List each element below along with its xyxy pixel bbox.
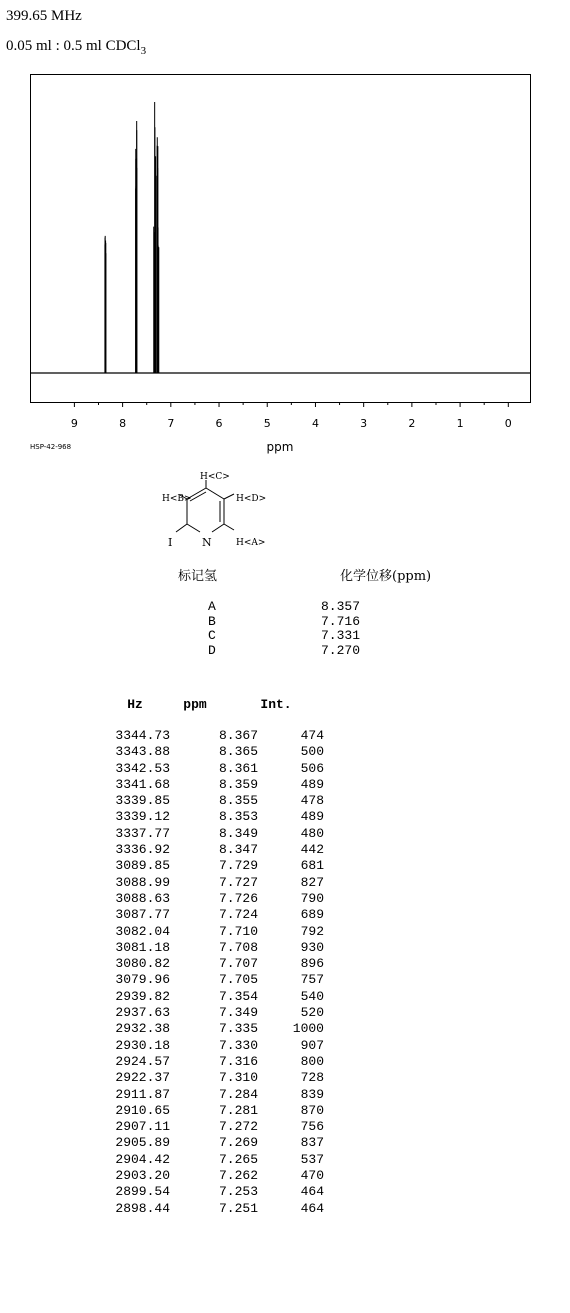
- peak-int: 800: [300, 1053, 324, 1069]
- peak-int: 827: [300, 874, 324, 890]
- peak-hz: 3336.92: [115, 842, 170, 858]
- peak-hz: 2930.18: [115, 1037, 170, 1053]
- peak-int: 870: [300, 1102, 324, 1118]
- peak-ppm: 7.330: [218, 1037, 258, 1053]
- label-hb: H<B>: [162, 494, 192, 504]
- peak-hz: 2937.63: [115, 1005, 170, 1021]
- peak-ppm: 7.281: [218, 1102, 258, 1118]
- peak-row: [114, 1201, 324, 1217]
- peak-int: 839: [300, 1086, 324, 1102]
- peak-table-header: [114, 697, 324, 713]
- x-tick-label: 6: [215, 417, 223, 430]
- header-int: Int.: [260, 697, 292, 712]
- peak-hz: 2904.42: [115, 1151, 170, 1167]
- peak-int: 470: [300, 1168, 324, 1184]
- peak-row: [114, 761, 324, 777]
- peak-ppm: 8.355: [218, 793, 258, 809]
- peak-ppm: 7.310: [218, 1070, 258, 1086]
- x-tick-label: 1: [456, 417, 464, 430]
- peak-hz: 2898.44: [115, 1200, 170, 1216]
- peak-hz: 2932.38: [115, 1021, 170, 1037]
- peak-ppm: 7.710: [218, 923, 258, 939]
- peak-ppm: 7.707: [218, 956, 258, 972]
- peak-row: [114, 875, 324, 891]
- peak-row: [114, 793, 324, 809]
- assignment-row: [200, 644, 360, 659]
- peak-ppm: 8.361: [218, 760, 258, 776]
- x-tick-label: 0: [504, 417, 512, 430]
- solvent-text: 0.05 ml : 0.5 ml CDCl: [6, 38, 141, 54]
- peak-ppm: 7.354: [218, 988, 258, 1004]
- peak-ppm: 7.726: [218, 890, 258, 906]
- peak-row: [114, 1005, 324, 1021]
- peak-ppm: 8.349: [218, 825, 258, 841]
- assignment-row: [200, 615, 360, 630]
- peak-row: [114, 1135, 324, 1151]
- x-axis-label: ppm: [266, 440, 294, 454]
- x-tick-label: 4: [311, 417, 319, 430]
- peak-row: [114, 972, 324, 988]
- label-hc: H<C>: [200, 472, 230, 482]
- assignment-label: C: [208, 628, 216, 643]
- peak-row: [114, 956, 324, 972]
- nmr-spectrum-chart: [0, 68, 570, 458]
- peak-hz: 3088.63: [115, 890, 170, 906]
- peak-row: [114, 809, 324, 825]
- assignment-row: [200, 629, 360, 644]
- peak-int: 520: [300, 1005, 324, 1021]
- peak-ppm: 8.365: [218, 744, 258, 760]
- peak-hz: 3087.77: [115, 907, 170, 923]
- peak-int: 480: [300, 825, 324, 841]
- peak-hz: 2905.89: [115, 1135, 170, 1151]
- label-iodine: I: [168, 536, 173, 549]
- peak-row: [114, 1119, 324, 1135]
- x-tick-label: 3: [360, 417, 368, 430]
- peak-row: [114, 891, 324, 907]
- assignment-shift: 7.270: [321, 642, 361, 658]
- peak-row: [114, 1168, 324, 1184]
- peak-hz: 2911.87: [115, 1086, 170, 1102]
- peak-row: [114, 1070, 324, 1086]
- peak-hz: 3342.53: [115, 760, 170, 776]
- peak-hz: 3341.68: [115, 776, 170, 792]
- peak-ppm: 7.262: [218, 1168, 258, 1184]
- peak-row: [114, 1103, 324, 1119]
- peak-ppm: 7.251: [218, 1200, 258, 1216]
- peak-int: 474: [300, 728, 324, 743]
- peak-row: [114, 858, 324, 874]
- peak-row: [114, 826, 324, 842]
- peak-int: 756: [300, 1119, 324, 1135]
- peak-ppm: 7.284: [218, 1086, 258, 1102]
- peak-hz: 3339.12: [115, 809, 170, 825]
- peak-int: 537: [300, 1151, 324, 1167]
- peak-int: 489: [300, 776, 324, 792]
- assignment-label: A: [208, 599, 216, 614]
- peak-int: 792: [300, 923, 324, 939]
- peak-hz: 3337.77: [115, 825, 170, 841]
- peak-row: [114, 924, 324, 940]
- assignment-header-label: 标记氢: [178, 569, 218, 584]
- solvent-ratio: [6, 38, 146, 57]
- assignment-label: D: [208, 642, 216, 658]
- assignment-header-shift: 化学位移(ppm): [340, 569, 432, 584]
- peak-row: [114, 940, 324, 956]
- peak-ppm: 7.724: [218, 907, 258, 923]
- peak-row: [114, 777, 324, 793]
- peak-ppm: 8.367: [218, 728, 258, 743]
- peak-ppm: 7.705: [218, 972, 258, 988]
- x-tick-label: 8: [119, 417, 127, 430]
- peak-row: [114, 842, 324, 858]
- peak-row: [114, 907, 324, 923]
- peak-hz: 3088.99: [115, 874, 170, 890]
- assignment-row: [200, 600, 360, 615]
- peak-hz: 3089.85: [115, 858, 170, 874]
- peak-hz: 3079.96: [115, 972, 170, 988]
- peak-hz: 2922.37: [115, 1070, 170, 1086]
- peak-ppm: 7.727: [218, 874, 258, 890]
- peak-hz: 3344.73: [115, 728, 170, 743]
- peak-ppm: 7.265: [218, 1151, 258, 1167]
- peak-int: 478: [300, 793, 324, 809]
- x-tick-label: 2: [408, 417, 416, 430]
- peak-ppm: 7.316: [218, 1053, 258, 1069]
- peak-int: 464: [300, 1200, 324, 1216]
- peak-row: [114, 1152, 324, 1168]
- peak-int: 907: [300, 1037, 324, 1053]
- x-tick-label: 5: [263, 417, 271, 430]
- peak-hz: 2907.11: [115, 1119, 170, 1135]
- peak-int: 1000: [292, 1021, 324, 1037]
- label-nitrogen: N: [202, 536, 212, 549]
- spectrum-code: HSP-42-968: [30, 443, 72, 451]
- x-axis-ticks: [71, 402, 512, 430]
- peak-hz: 2924.57: [115, 1053, 170, 1069]
- peak-ppm: 7.335: [218, 1021, 258, 1037]
- header-hz: Hz: [127, 697, 143, 712]
- peak-hz: 3082.04: [115, 923, 170, 939]
- peak-ppm: 7.708: [218, 939, 258, 955]
- peak-row: [114, 1054, 324, 1070]
- peak-int: 506: [300, 760, 324, 776]
- peak-hz: 2939.82: [115, 988, 170, 1004]
- assignment-shift: 7.331: [321, 628, 361, 643]
- peak-table-body: [114, 728, 324, 1217]
- solvent-subscript: 3: [140, 45, 147, 57]
- assignment-label: B: [208, 613, 216, 629]
- peak-int: 757: [300, 972, 324, 988]
- header-ppm: ppm: [183, 697, 207, 712]
- peak-int: 689: [300, 907, 324, 923]
- molecule-structure: [150, 468, 290, 558]
- peak-row: [114, 1038, 324, 1054]
- peak-ppm: 7.253: [218, 1184, 258, 1200]
- peak-int: 540: [300, 988, 324, 1004]
- peak-int: 464: [300, 1184, 324, 1200]
- peak-hz: 2910.65: [115, 1102, 170, 1118]
- peak-table: [114, 697, 324, 1217]
- peak-int: 681: [300, 858, 324, 874]
- peak-ppm: 7.269: [218, 1135, 258, 1151]
- peak-hz: 3080.82: [115, 956, 170, 972]
- peak-hz: 3081.18: [115, 939, 170, 955]
- peak-hz: 2903.20: [115, 1168, 170, 1184]
- peak-row: [114, 1021, 324, 1037]
- spectrometer-frequency: 399.65 MHz: [6, 8, 82, 24]
- peak-ppm: 8.359: [218, 776, 258, 792]
- peak-int: 837: [300, 1135, 324, 1151]
- x-tick-label: 9: [70, 417, 78, 430]
- label-ha: H<A>: [236, 538, 266, 548]
- peak-int: 790: [300, 890, 324, 906]
- peak-ppm: 8.347: [218, 842, 258, 858]
- peak-row: [114, 728, 324, 744]
- peak-int: 930: [300, 939, 324, 955]
- label-hd: H<D>: [236, 494, 267, 504]
- peak-row: [114, 1184, 324, 1200]
- peak-hz: 3339.85: [115, 793, 170, 809]
- peak-ppm: 8.353: [218, 809, 258, 825]
- peak-int: 489: [300, 809, 324, 825]
- assignment-shift: 7.716: [321, 613, 361, 629]
- peak-row: [114, 1087, 324, 1103]
- peak-int: 896: [300, 956, 324, 972]
- assignment-table: [200, 600, 360, 658]
- peak-hz: 2899.54: [115, 1184, 170, 1200]
- x-tick-label: 7: [167, 417, 175, 430]
- peak-int: 500: [300, 744, 324, 760]
- peak-int: 728: [300, 1070, 324, 1086]
- peak-row: [114, 989, 324, 1005]
- peak-ppm: 7.272: [218, 1119, 258, 1135]
- peak-ppm: 7.729: [218, 858, 258, 874]
- peak-ppm: 7.349: [218, 1005, 258, 1021]
- peak-lines: [105, 102, 159, 373]
- assignment-shift: 8.357: [321, 599, 361, 614]
- peak-int: 442: [300, 842, 324, 858]
- peak-hz: 3343.88: [115, 744, 170, 760]
- peak-row: [114, 744, 324, 760]
